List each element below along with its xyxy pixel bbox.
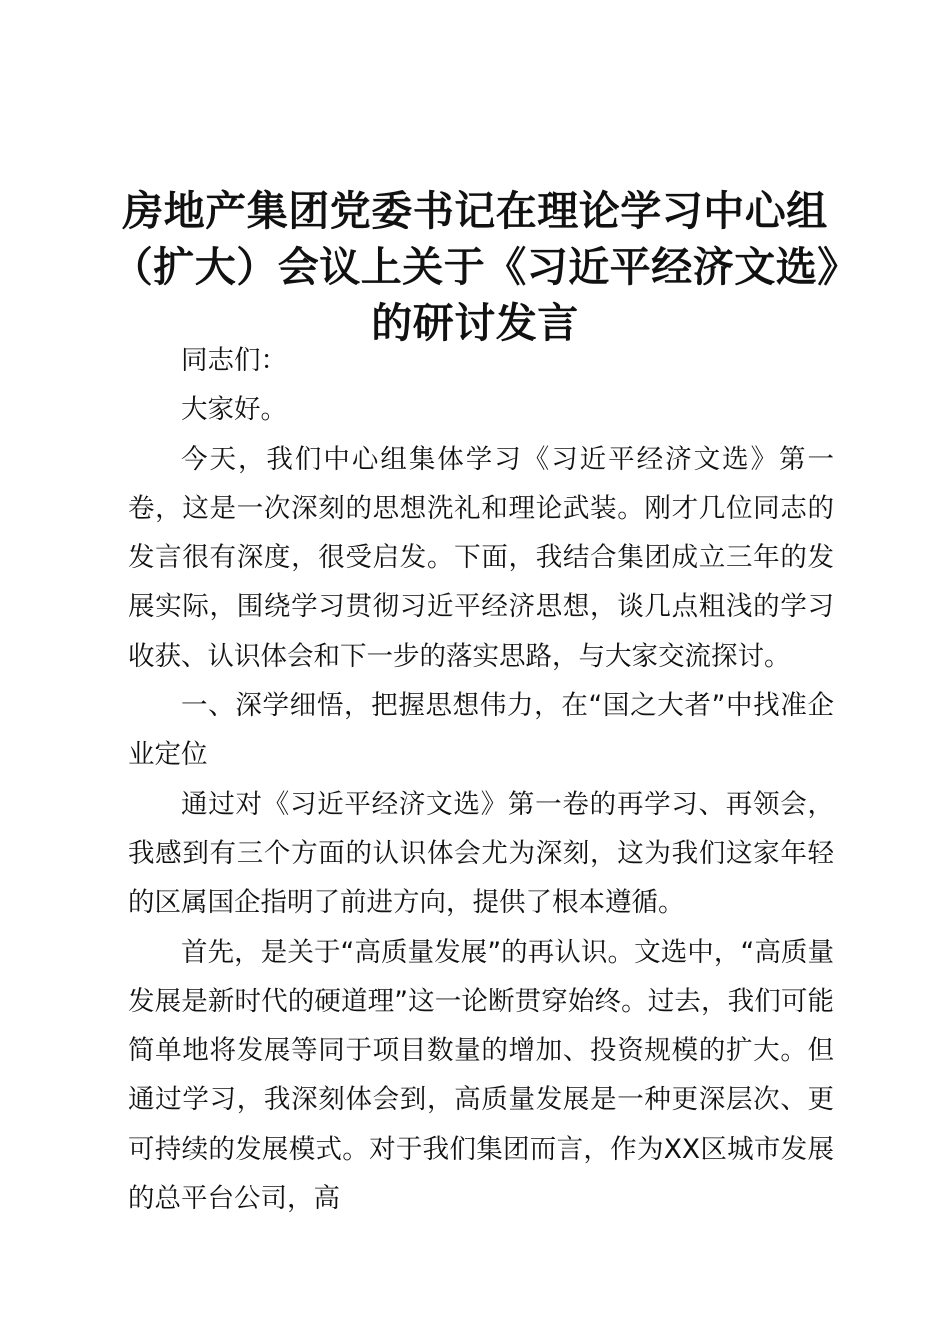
- intro-paragraph: 今天，我们中心组集体学习《习近平经济文选》第一卷，这是一次深刻的思想洗礼和理论武装。刚才几位同志的发言很有深度，很受启发。下面，我结合集团成立三年的发展实际，围绕学习贯彻习近平经济思想，谈几点粗浅的学习收获、认识体会和下一步的落实思路，与大家交流探讨。: [128, 443, 834, 672]
- document-body: [128, 336, 834, 1223]
- greeting: 大家好。: [181, 394, 287, 426]
- body-paragraph: 通过对《习近平经济文选》第一卷的再学习、再领会，我感到有三个方面的认识体会尤为深刻，这为我们这家年轻的区属国企指明了前进方向，提供了根本遵循。: [128, 788, 834, 919]
- section-heading: 一、深学细悟，把握思想伟力，在“国之大者”中找准企业定位: [128, 690, 834, 771]
- salutation: 同志们：: [181, 345, 287, 376]
- document-title: 房地产集团党委书记在理论学习中心组（扩大）会议上关于《习近平经济文选》的研讨发言: [111, 187, 839, 347]
- body-paragraph: 首先，是关于“高质量发展”的再认识。文选中，“高质量发展是新时代的硬道理”这一论断贯穿始终。过去，我们可能简单地将发展等同于项目数量的增加、投资规模的扩大。但通过学习，我深刻体会到，高质量发展是一种更深层次、更可持续的发展模式。对于我们集团而言，作为XX区城市发展的总平台公司，高: [128, 936, 834, 1215]
